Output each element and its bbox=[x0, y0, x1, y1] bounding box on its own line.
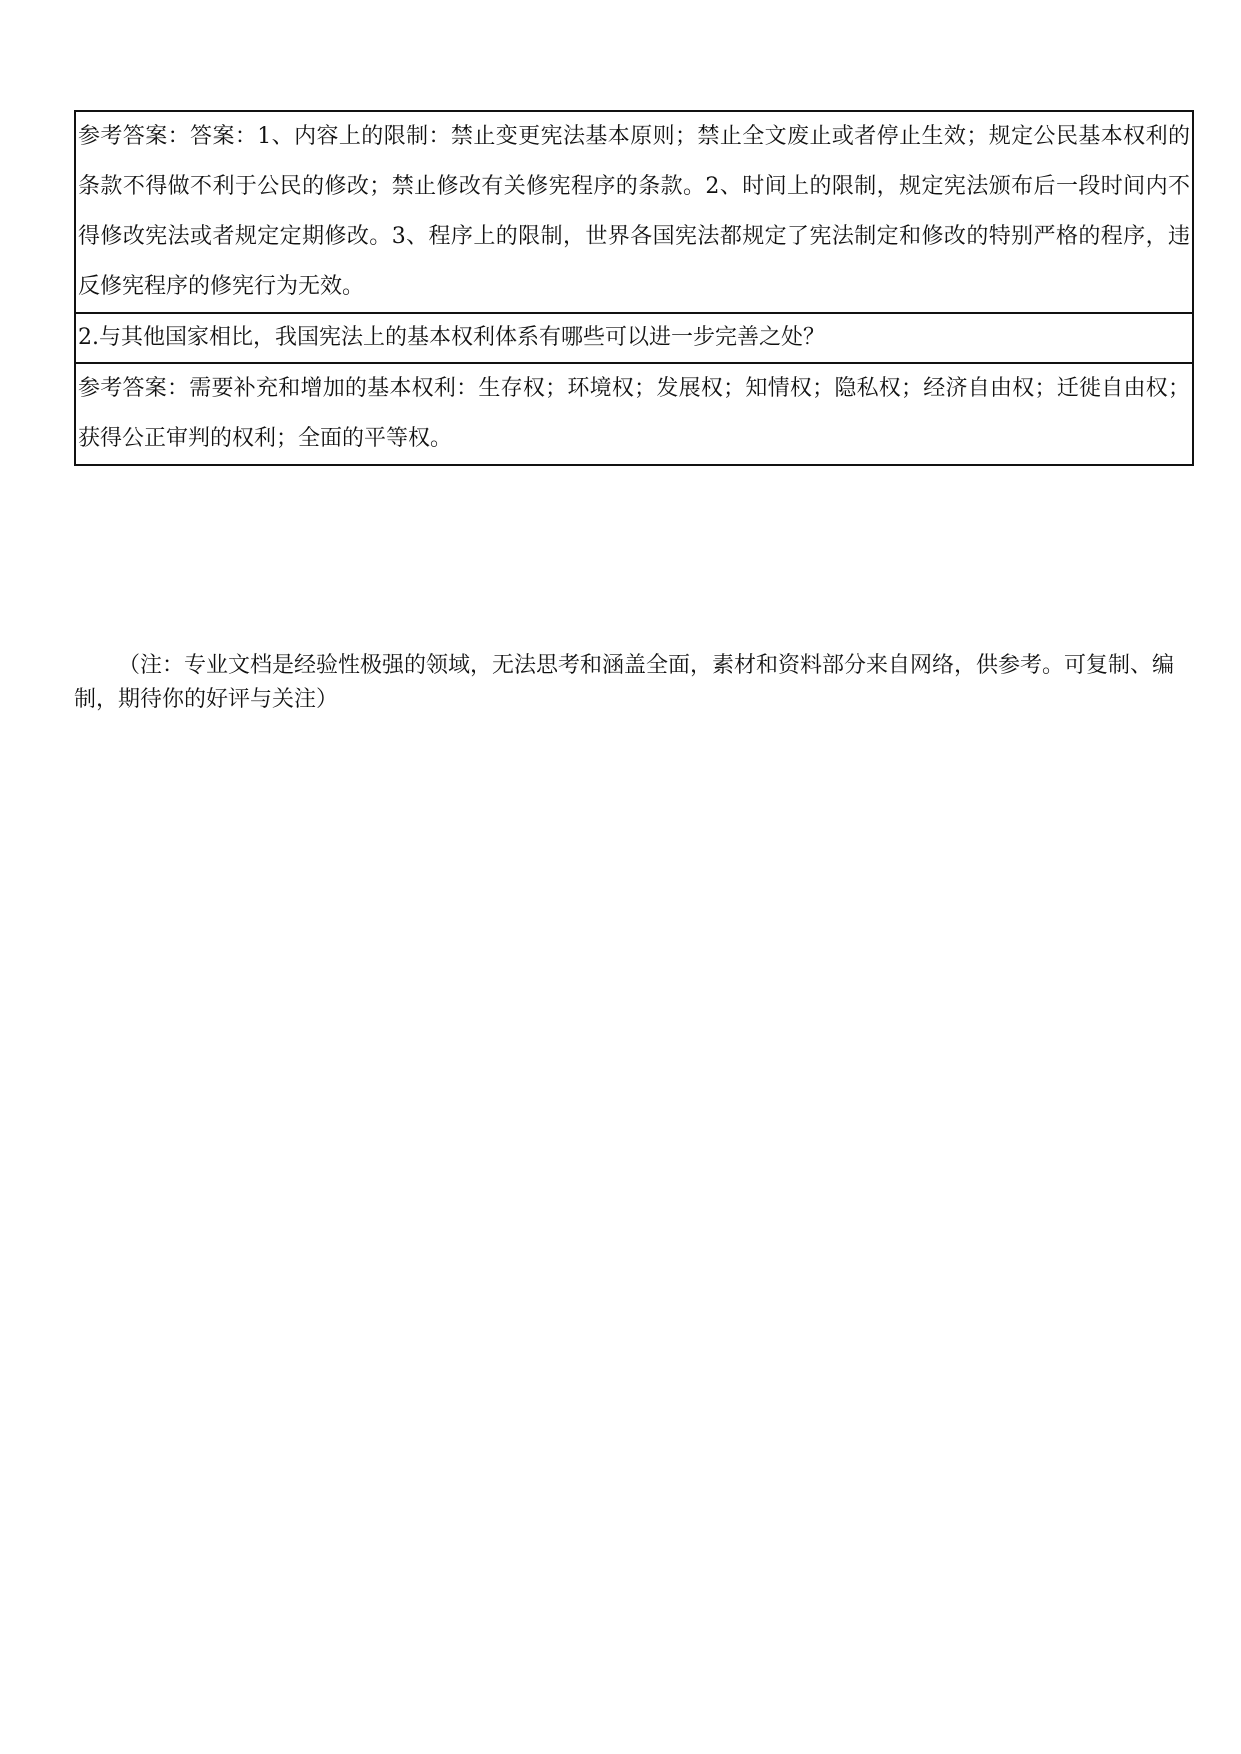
table-row bbox=[75, 313, 1193, 363]
answer-cell-2: 参考答案：需要补充和增加的基本权利：生存权；环境权；发展权；知情权；隐私权；经济自由权；迁徙自由权；获得公正审判的权利；全面的平等权。 bbox=[75, 363, 1193, 465]
question-cell-2: 2.与其他国家相比，我国宪法上的基本权利体系有哪些可以进一步完善之处？ bbox=[75, 313, 1193, 363]
qa-table bbox=[74, 110, 1194, 466]
footer-note: （注：专业文档是经验性极强的领域，无法思考和涵盖全面，素材和资料部分来自网络，供参考。可复制、编制，期待你的好评与关注） bbox=[74, 653, 1175, 712]
answer-cell-1: 参考答案：答案：1、内容上的限制：禁止变更宪法基本原则；禁止全文废止或者停止生效；规定公民基本权利的条款不得做不利于公民的修改；禁止修改有关修宪程序的条款。2、时间上的限制，规定宪法颁布后一段时间内不得修改宪法或者规定定期修改。3、程序上的限制，世界各国宪法都规定了宪法制定和修改的特别严格的程序，违反修宪程序的修宪行为无效。 bbox=[75, 111, 1193, 313]
table-row bbox=[75, 363, 1193, 465]
table-row bbox=[75, 111, 1193, 313]
